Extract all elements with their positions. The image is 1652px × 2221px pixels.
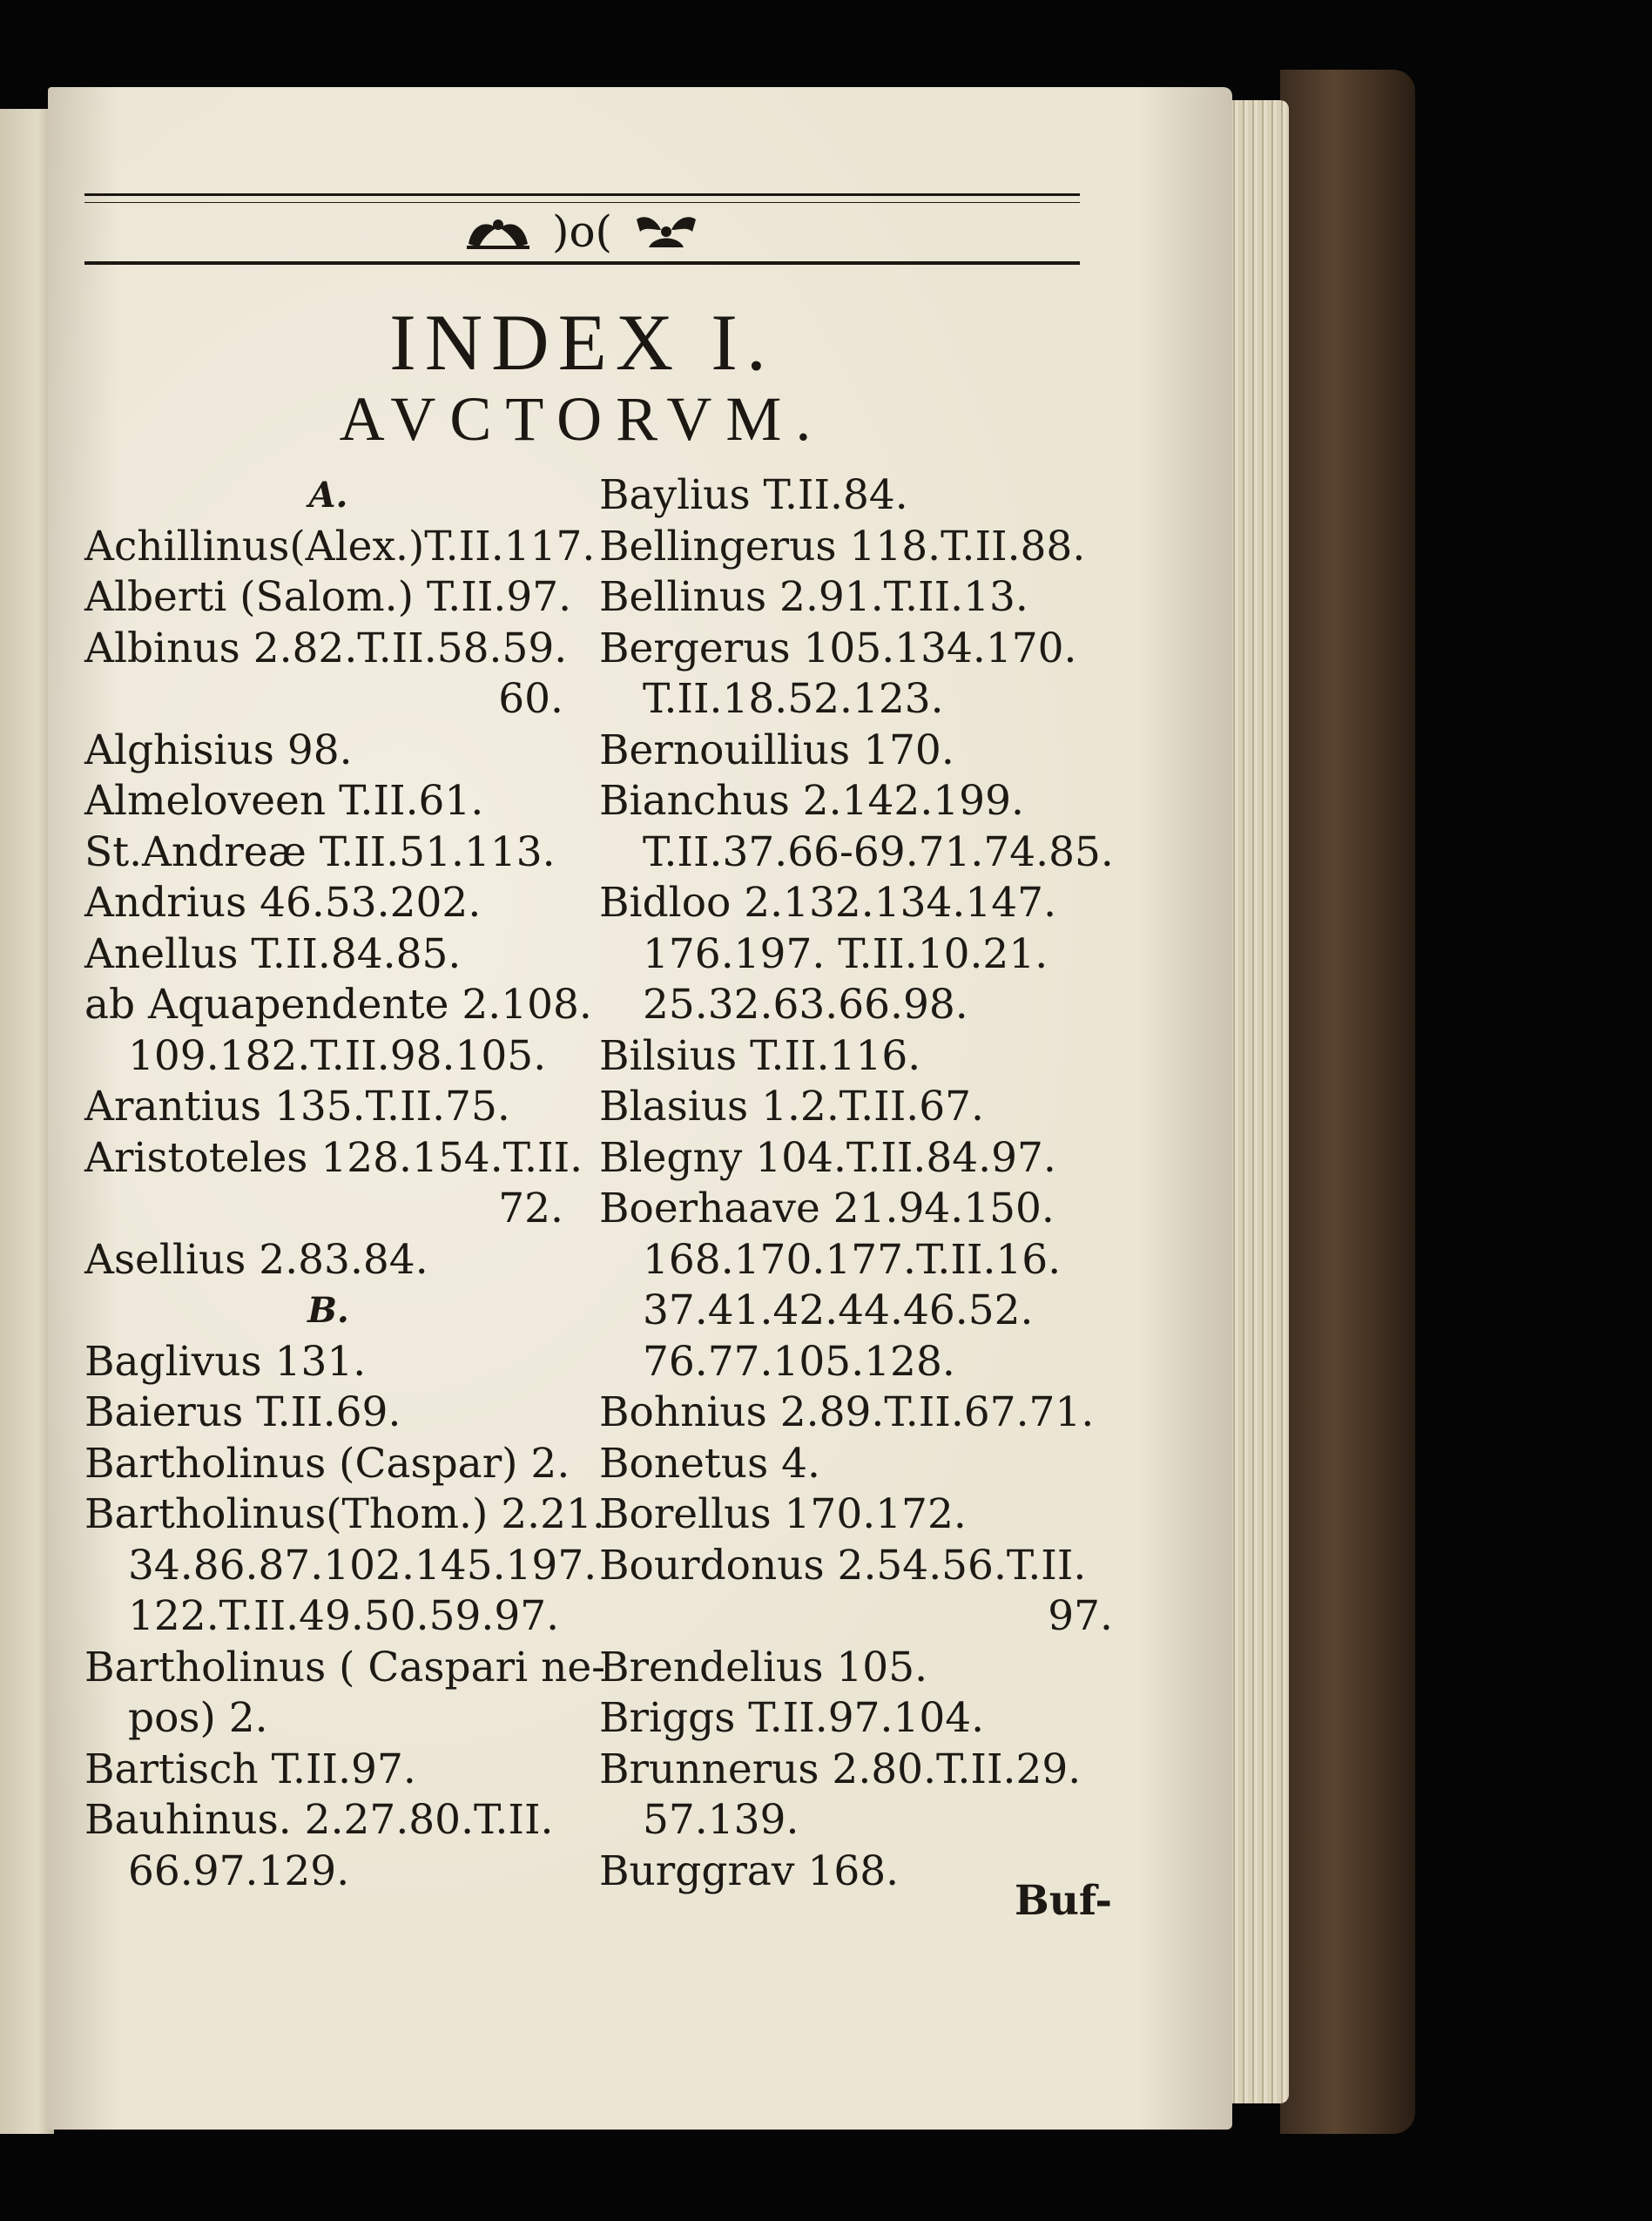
index-subtitle: AVCTORVM. <box>339 384 826 454</box>
index-entry: 168.170.177.T.II.16. <box>643 1235 1062 1284</box>
index-entry: Bohnius 2.89.T.II.67.71. <box>599 1388 1095 1436</box>
index-entry: T.II.37.66-69.71.74.85. <box>643 827 1114 876</box>
index-entry: Bauhinus. 2.27.80.T.II. <box>84 1796 554 1844</box>
index-entry: Bellinus 2.91.T.II.13. <box>599 573 1028 621</box>
index-entry: Baglivus 131. <box>84 1337 367 1386</box>
index-entry: 72. <box>498 1185 563 1232</box>
index-entry: Achillinus(Alex.)T.II.117. <box>84 522 596 570</box>
index-entry: pos) 2. <box>128 1694 268 1742</box>
index-entry: 66.97.129. <box>128 1846 350 1895</box>
index-entry: 57.139. <box>643 1796 799 1844</box>
index-entry: Albinus 2.82.T.II.58.59. <box>84 624 568 672</box>
index-title: INDEX I. <box>389 298 775 387</box>
book-cover <box>1280 70 1415 2134</box>
section-letter: A. <box>308 475 348 516</box>
index-entry: Aristoteles 128.154.T.II. <box>84 1133 583 1182</box>
index-entry: Blasius 1.2.T.II.67. <box>599 1083 984 1131</box>
index-entry: Alberti (Salom.) T.II.97. <box>84 573 572 621</box>
index-entry: Brunnerus 2.80.T.II.29. <box>599 1745 1082 1793</box>
index-column-left <box>84 470 606 1897</box>
bottom-rule <box>84 261 1080 265</box>
index-entry: Almeloveen T.II.61. <box>84 777 484 825</box>
index-entry: Anellus T.II.84.85. <box>84 929 462 978</box>
index-entry: ab Aquapendente 2.108. <box>84 981 592 1029</box>
index-entry: 109.182.T.II.98.105. <box>128 1031 547 1080</box>
header-ornament <box>84 206 1080 258</box>
index-entry: Bartholinus(Thom.) 2.21. <box>84 1490 605 1538</box>
index-entry: Baylius T.II.84. <box>599 471 908 519</box>
index-entry: Brendelius 105. <box>599 1643 928 1691</box>
index-entry: Alghisius 98. <box>84 726 353 774</box>
fleuron-left-icon <box>463 213 533 251</box>
index-entry: 34.86.87.102.145.197. <box>128 1541 597 1590</box>
facing-page-edge <box>0 109 54 2134</box>
index-entry: Briggs T.II.97.104. <box>599 1694 985 1742</box>
index-entry: Burggrav 168. <box>599 1846 900 1895</box>
index-entry: Bartisch T.II.97. <box>84 1745 416 1793</box>
index-entry: Asellius 2.83.84. <box>84 1235 428 1284</box>
index-entry: Bartholinus (Caspar) 2. <box>84 1439 570 1488</box>
ornament-text: )o( <box>551 206 613 257</box>
index-entry: Bergerus 105.134.170. <box>599 624 1077 672</box>
index-entry: Bellingerus 118.T.II.88. <box>599 522 1086 570</box>
index-entry: 37.41.42.44.46.52. <box>643 1286 1034 1334</box>
index-entry: Baierus T.II.69. <box>84 1388 401 1436</box>
index-entry: Bianchus 2.142.199. <box>599 777 1024 825</box>
index-entry: Bernouillius 170. <box>599 726 954 774</box>
index-entry: St.Andreæ T.II.51.113. <box>84 827 556 876</box>
index-entry: 76.77.105.128. <box>643 1337 955 1386</box>
index-entry: Bonetus 4. <box>599 1439 820 1488</box>
index-entry: Borellus 170.172. <box>599 1490 967 1538</box>
index-entry: Bilsius T.II.116. <box>599 1031 921 1080</box>
index-entry: Bourdonus 2.54.56.T.II. <box>599 1541 1087 1590</box>
fleuron-right-icon <box>631 213 701 251</box>
index-entry: Bartholinus ( Caspari ne- <box>84 1643 606 1691</box>
index-entry: 60. <box>498 675 563 723</box>
index-entry: Andrius 46.53.202. <box>84 879 482 927</box>
index-entry: Blegny 104.T.II.84.97. <box>599 1133 1056 1182</box>
top-rule <box>84 193 1080 196</box>
index-entry: Boerhaave 21.94.150. <box>599 1185 1055 1232</box>
index-column-right <box>599 470 1122 1897</box>
top-rule-thin <box>84 202 1080 203</box>
section-letter: B. <box>307 1290 349 1331</box>
index-entry: 25.32.63.66.98. <box>643 981 968 1029</box>
index-entry: 97. <box>1048 1592 1113 1640</box>
index-entry: 122.T.II.49.50.59.97. <box>128 1592 560 1640</box>
index-entry: Bidloo 2.132.134.147. <box>599 879 1057 927</box>
index-entry: 176.197. T.II.10.21. <box>643 929 1049 978</box>
catchword: Buf- <box>1015 1877 1112 1925</box>
index-entry: T.II.18.52.123. <box>643 675 944 723</box>
index-entry: Arantius 135.T.II.75. <box>84 1083 510 1131</box>
